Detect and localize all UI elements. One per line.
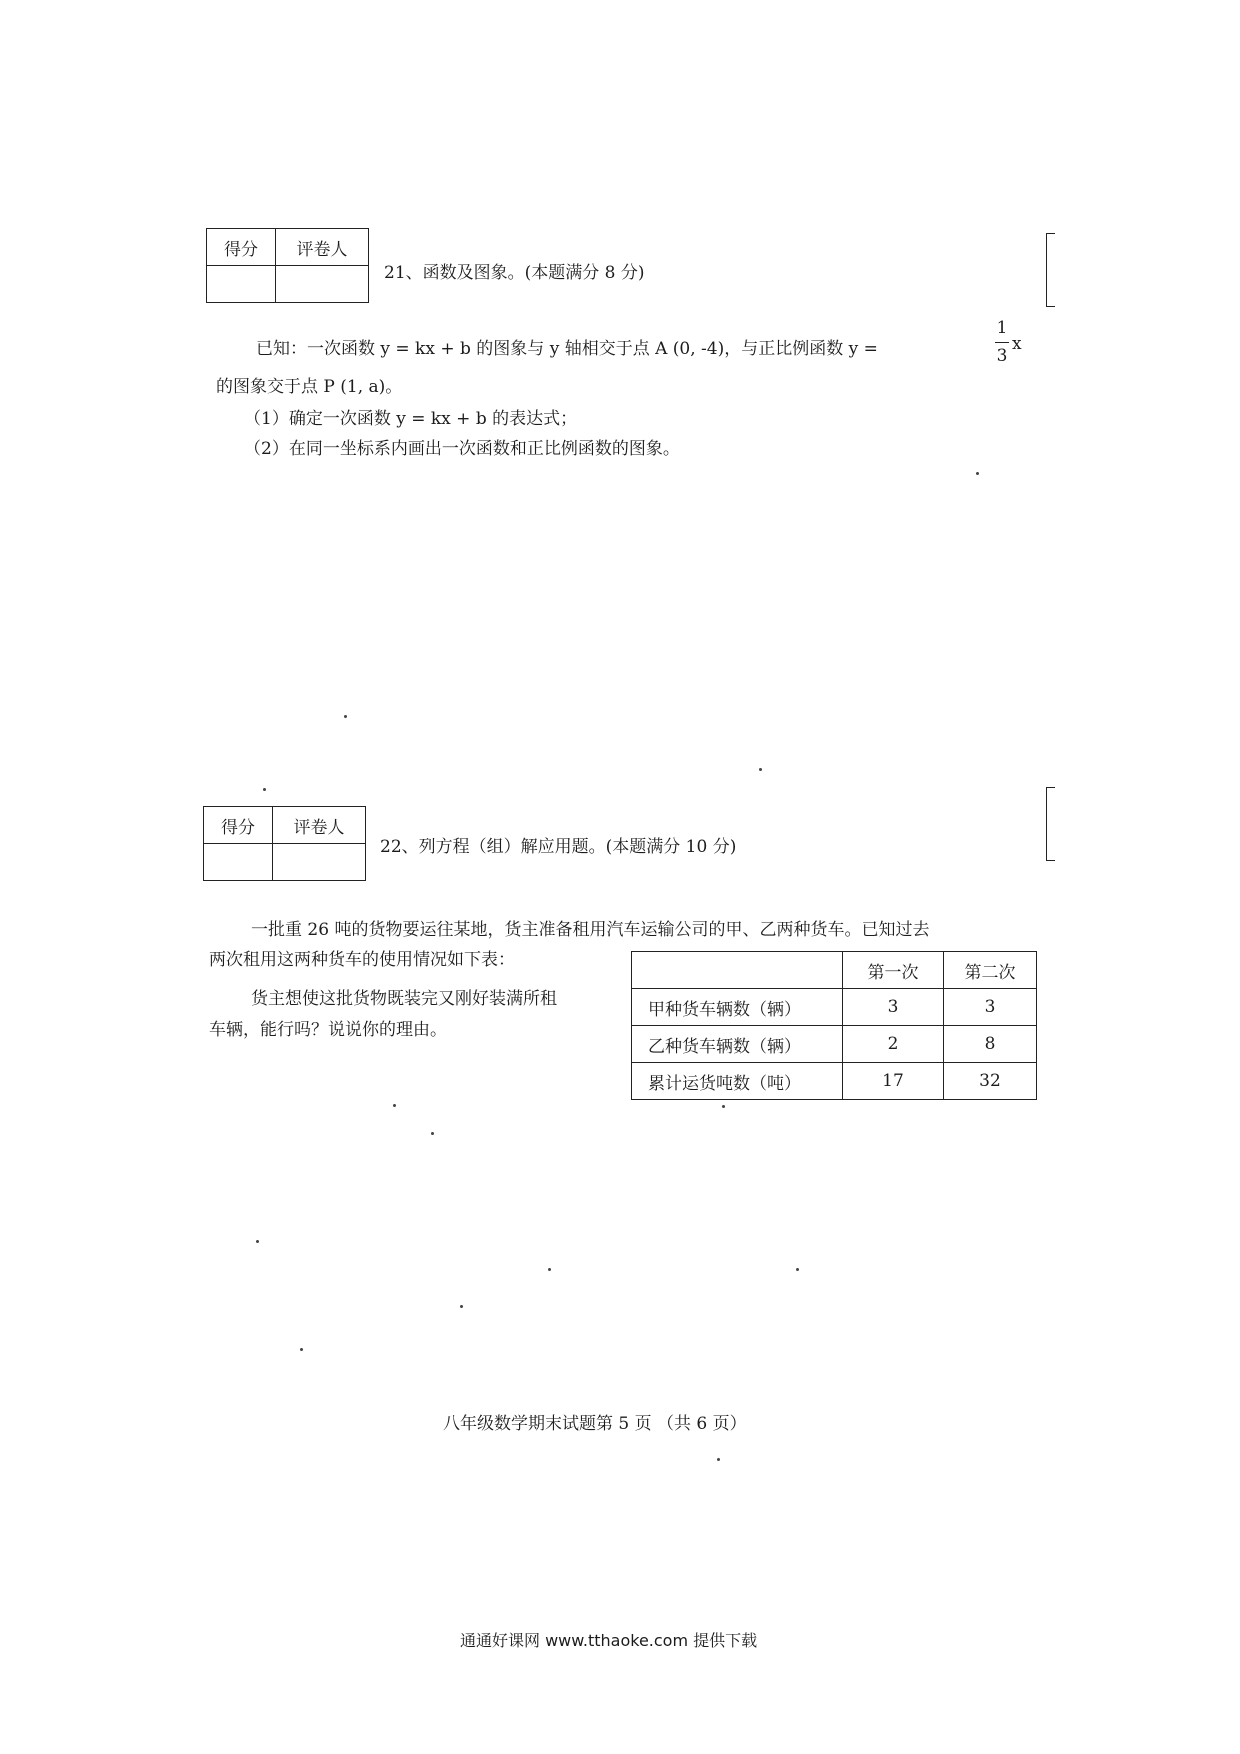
scan-speck [263,788,266,791]
scan-speck [300,1348,303,1351]
q22-question-line-1: 货主想使这批货物既装完又刚好装满所租 [251,989,557,1009]
q21-grader-header: 评卷人 [276,229,369,266]
q21-fraction-numerator: 1 [996,318,1008,338]
q21-item-2: （2）在同一坐标系内画出一次函数和正比例函数的图象。 [244,439,680,459]
table-header-first: 第一次 [843,952,944,989]
q22-grader-cell [273,844,366,881]
q21-title: 21、函数及图象。(本题满分 8 分) [384,263,645,283]
q21-grader-cell [276,266,369,303]
row-second-value: 8 [944,1026,1037,1063]
q21-score-table [206,228,369,303]
table-header-corner [632,952,843,989]
q22-score-header: 得分 [204,807,273,844]
q21-item-1: （1）确定一次函数 y = kx + b 的表达式； [244,409,578,429]
q22-intro-line-2: 两次租用这两种货车的使用情况如下表： [209,950,515,970]
q21-given-text-2: 的图象交于点 P (1, a)。 [216,377,403,397]
table-row [632,989,1037,1026]
scan-speck [548,1268,551,1271]
q21-score-header: 得分 [207,229,276,266]
row-first-value: 2 [843,1026,944,1063]
scan-speck [393,1104,396,1107]
scan-speck [460,1305,463,1308]
q21-given-text: 已知：一次函数 y = kx + b 的图象与 y 轴相交于点 A (0, -4)，与正比例函数 y = [256,339,878,359]
table-row [632,1026,1037,1063]
table-header-second: 第二次 [944,952,1037,989]
scan-speck [722,1105,725,1108]
q22-score-table [203,806,366,881]
q21-right-bracket [1046,233,1055,307]
row-label: 乙种货车辆数（辆） [632,1026,843,1063]
row-second-value: 3 [944,989,1037,1026]
row-first-value: 17 [843,1063,944,1100]
scan-speck [717,1458,720,1461]
row-second-value: 32 [944,1063,1037,1100]
q22-grader-header: 评卷人 [273,807,366,844]
scan-speck [796,1268,799,1271]
row-first-value: 3 [843,989,944,1026]
q22-question-line-2: 车辆，能行吗？说说你的理由。 [209,1020,447,1040]
q22-score-cell [204,844,273,881]
q22-right-bracket [1046,787,1055,861]
q22-intro-line-1: 一批重 26 吨的货物要运往某地，货主准备租用汽车运输公司的甲、乙两种货车。已知过去 [251,920,930,940]
scan-speck [976,472,979,475]
scan-speck [256,1240,259,1243]
q22-data-table [631,951,1037,1100]
watermark-text: 通通好课网 www.tthaoke.com 提供下载 [460,1631,758,1650]
table-header-row [632,952,1037,989]
page-footer: 八年级数学期末试题第 5 页 （共 6 页） [443,1414,747,1434]
scan-speck [759,768,762,771]
scan-speck [431,1132,434,1135]
q21-score-cell [207,266,276,303]
row-label: 累计运货吨数（吨） [632,1063,843,1100]
q21-fraction-variable: x [1012,334,1022,354]
table-row [632,1063,1037,1100]
q21-fraction-denominator: 3 [996,346,1008,366]
q21-fraction-bar [995,342,1009,343]
row-label: 甲种货车辆数（辆） [632,989,843,1026]
scan-speck [344,715,347,718]
q22-title: 22、列方程（组）解应用题。(本题满分 10 分) [380,837,737,857]
